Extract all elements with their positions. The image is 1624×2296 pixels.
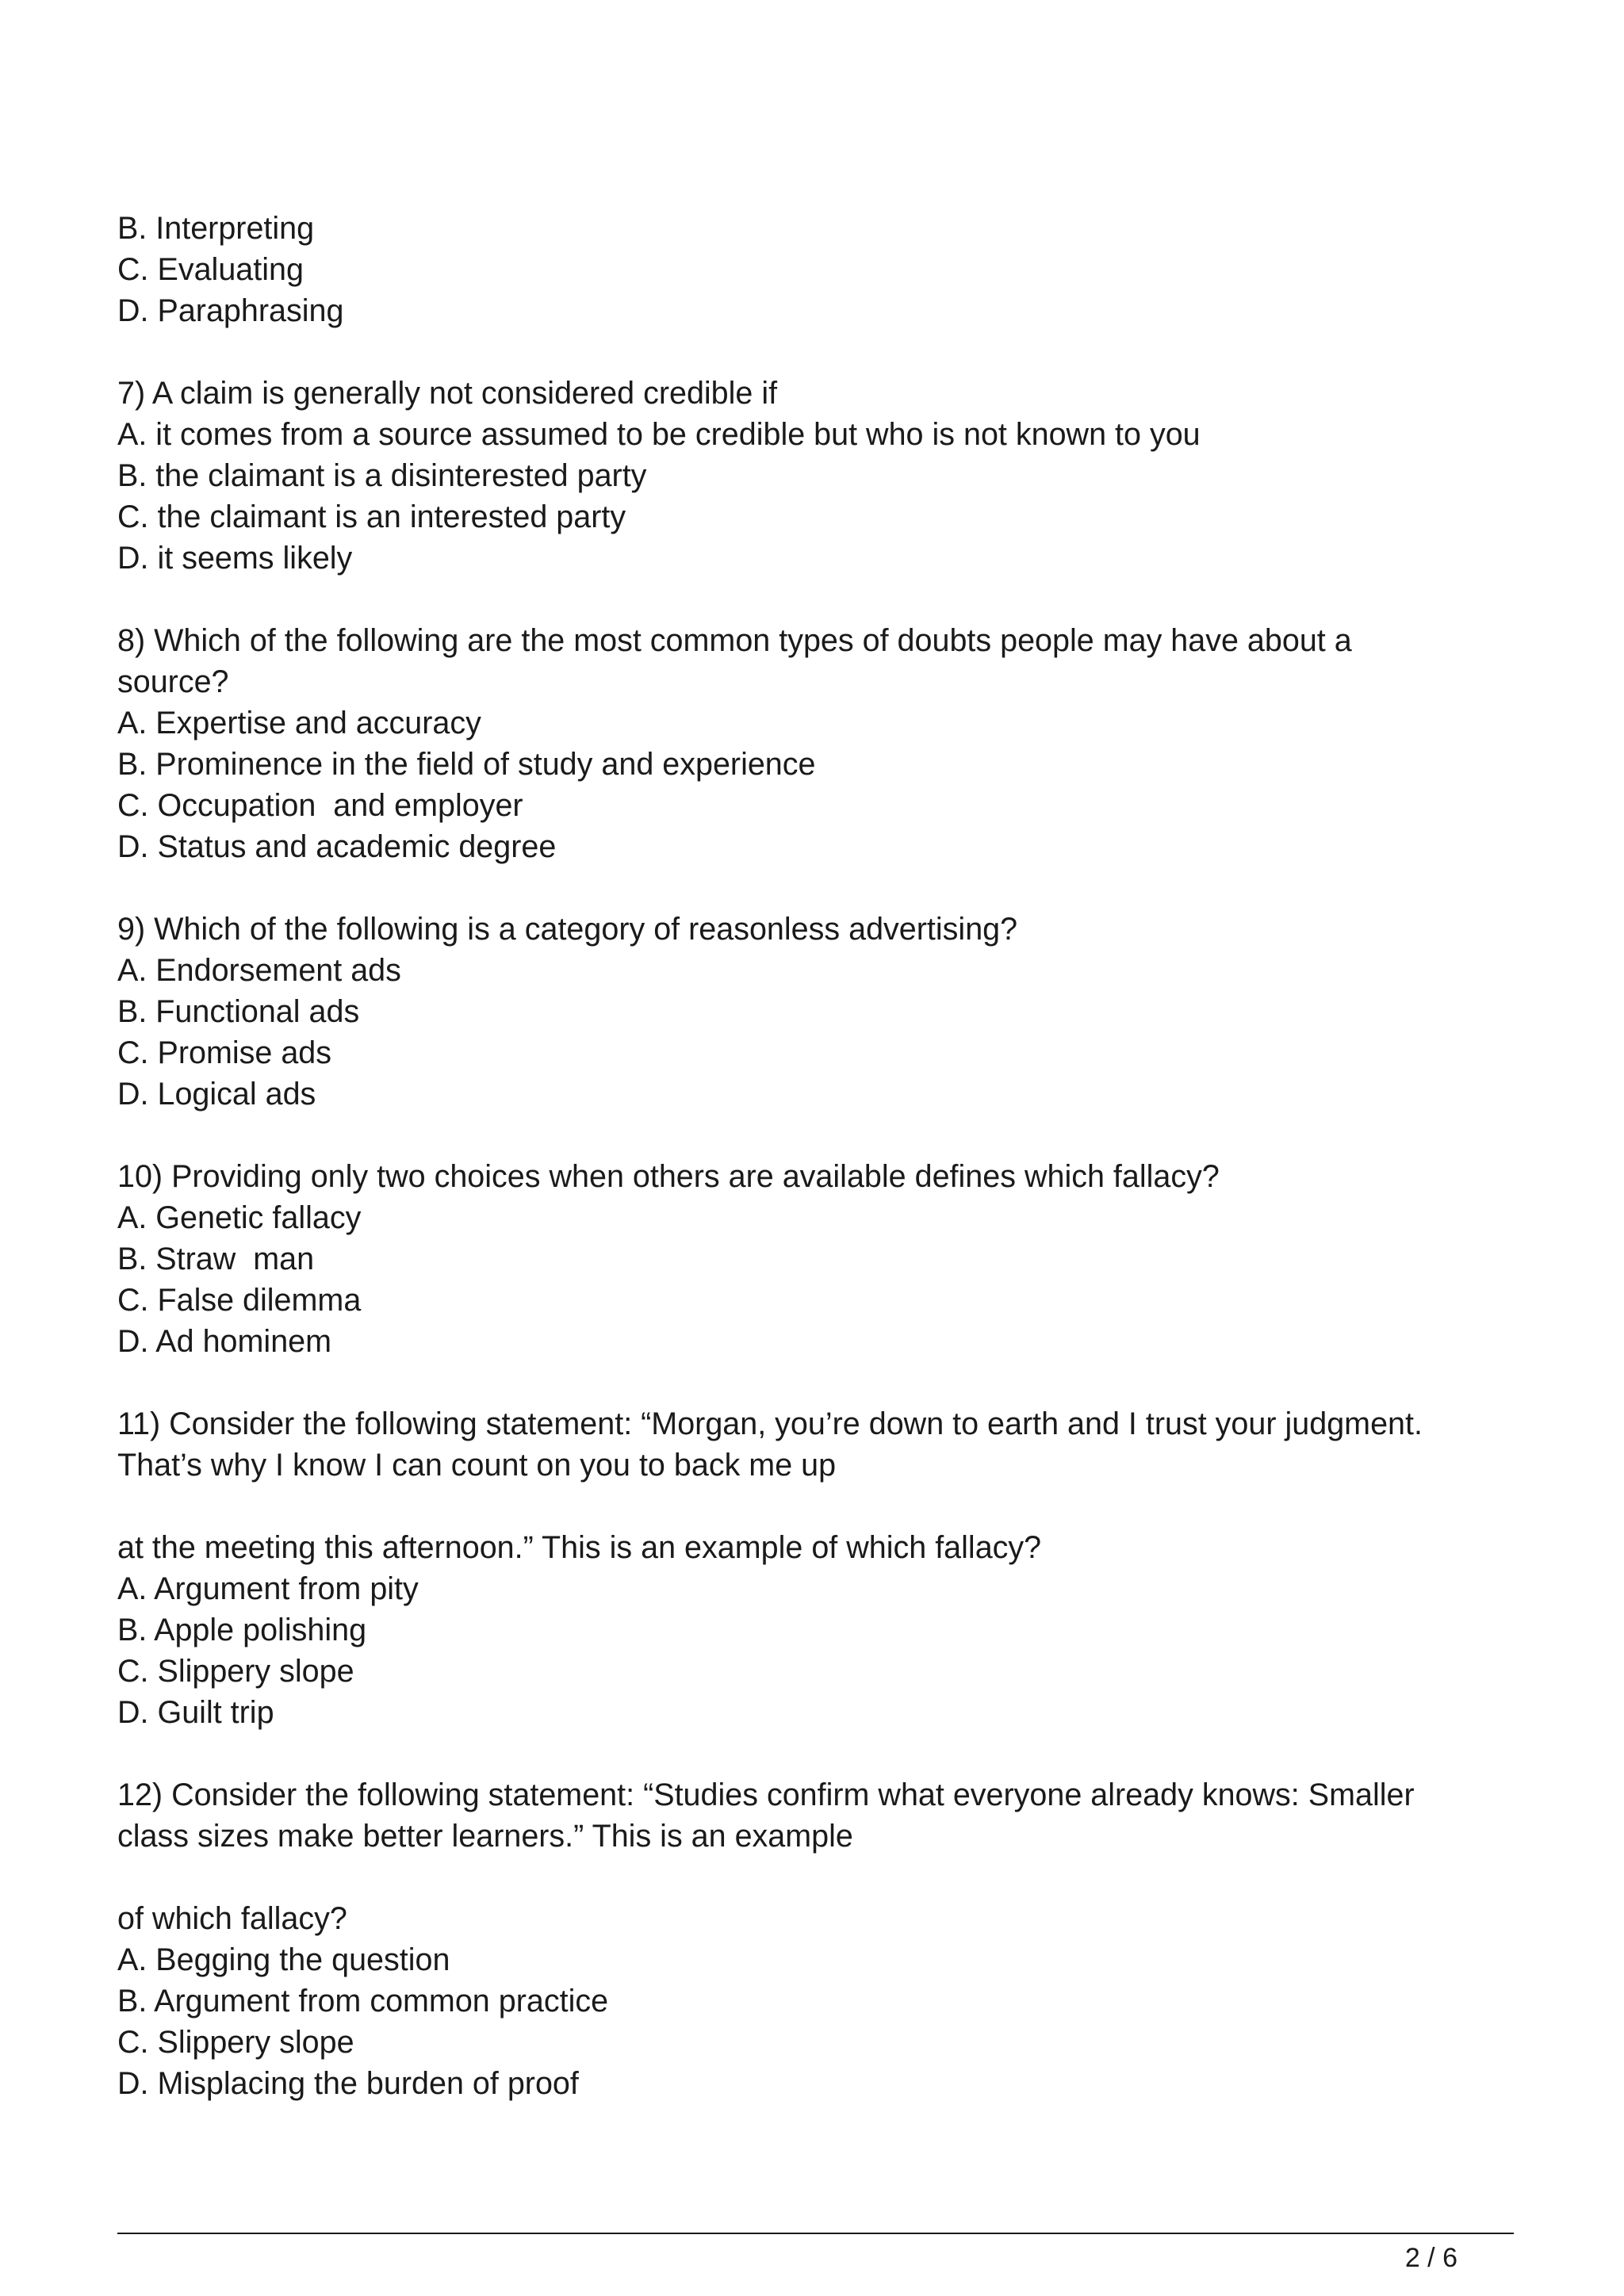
question-text: source? [117, 664, 229, 699]
answer-option: A. Begging the question [117, 1942, 450, 1977]
paragraph-gap [117, 1486, 1529, 1527]
answer-option: C. Slippery slope [117, 2025, 354, 2060]
answer-option: D. Ad hominem [117, 1324, 332, 1359]
answer-option: D. Logical ads [117, 1077, 316, 1112]
answer-option: A. it comes from a source assumed to be credible but who is not known to you [117, 417, 1201, 452]
question-text: of which fallacy? [117, 1901, 347, 1936]
answer-option: B. the claimant is a disinterested party [117, 458, 647, 493]
answer-option: D. Status and academic degree [117, 829, 557, 864]
question-block [117, 1774, 1529, 1857]
answer-option: A. Endorsement ads [117, 953, 401, 988]
paragraph-gap [117, 1733, 1529, 1774]
answer-option: C. Slippery slope [117, 1654, 354, 1689]
question-text: 7) A claim is generally not considered credible if [117, 376, 778, 411]
paragraph-gap [117, 579, 1529, 620]
answer-option: C. False dilemma [117, 1283, 362, 1318]
question-text: 8) Which of the following are the most common types of doubts people may have about a [117, 623, 1352, 658]
question-block [117, 208, 1529, 331]
answer-option: B. Interpreting [117, 211, 315, 246]
answer-option: A. Genetic fallacy [117, 1200, 362, 1235]
answer-option: D. Paraphrasing [117, 293, 344, 328]
answer-option: C. the claimant is an interested party [117, 499, 626, 534]
answer-option: B. Functional ads [117, 994, 360, 1029]
paragraph-gap [117, 331, 1529, 373]
answer-option: A. Argument from pity [117, 1571, 419, 1606]
answer-option: C. Promise ads [117, 1035, 332, 1070]
document-body [117, 208, 1529, 2104]
answer-option: B. Apple polishing [117, 1613, 367, 1647]
answer-option: C. Evaluating [117, 252, 304, 287]
question-text: 12) Consider the following statement: “Studies confirm what everyone already knows: Smaller [117, 1777, 1415, 1812]
answer-option: C. Occupation and employer [117, 788, 523, 823]
footer-divider [117, 2233, 1514, 2234]
answer-option: D. Guilt trip [117, 1695, 274, 1730]
paragraph-gap [117, 1115, 1529, 1156]
question-text: class sizes make better learners.” This is an example [117, 1819, 853, 1854]
paragraph-gap [117, 1362, 1529, 1403]
question-text: 10) Providing only two choices when others are available defines which fallacy? [117, 1159, 1220, 1194]
question-text: 9) Which of the following is a category of reasonless advertising? [117, 912, 1018, 947]
question-block [117, 620, 1529, 867]
answer-option: A. Expertise and accuracy [117, 706, 481, 740]
question-block [117, 373, 1529, 579]
question-text: That’s why I know I can count on you to back me up [117, 1448, 837, 1483]
paragraph-gap [117, 1857, 1529, 1898]
question-block [117, 909, 1529, 1115]
question-block [117, 1156, 1529, 1362]
page-number: 2 / 6 [1404, 2243, 1457, 2273]
question-block [117, 1898, 1529, 2104]
answer-option: B. Prominence in the field of study and experience [117, 747, 816, 782]
answer-option: B. Straw man [117, 1242, 315, 1276]
question-block [117, 1527, 1529, 1733]
question-block [117, 1403, 1529, 1486]
answer-option: B. Argument from common practice [117, 1984, 609, 2019]
answer-option: D. it seems likely [117, 541, 353, 576]
question-text: at the meeting this afternoon.” This is an example of which fallacy? [117, 1530, 1042, 1565]
paragraph-gap [117, 867, 1529, 909]
question-text: 11) Consider the following statement: “Morgan, you’re down to earth and I trust your judgment. [117, 1406, 1423, 1441]
answer-option: D. Misplacing the burden of proof [117, 2066, 579, 2101]
